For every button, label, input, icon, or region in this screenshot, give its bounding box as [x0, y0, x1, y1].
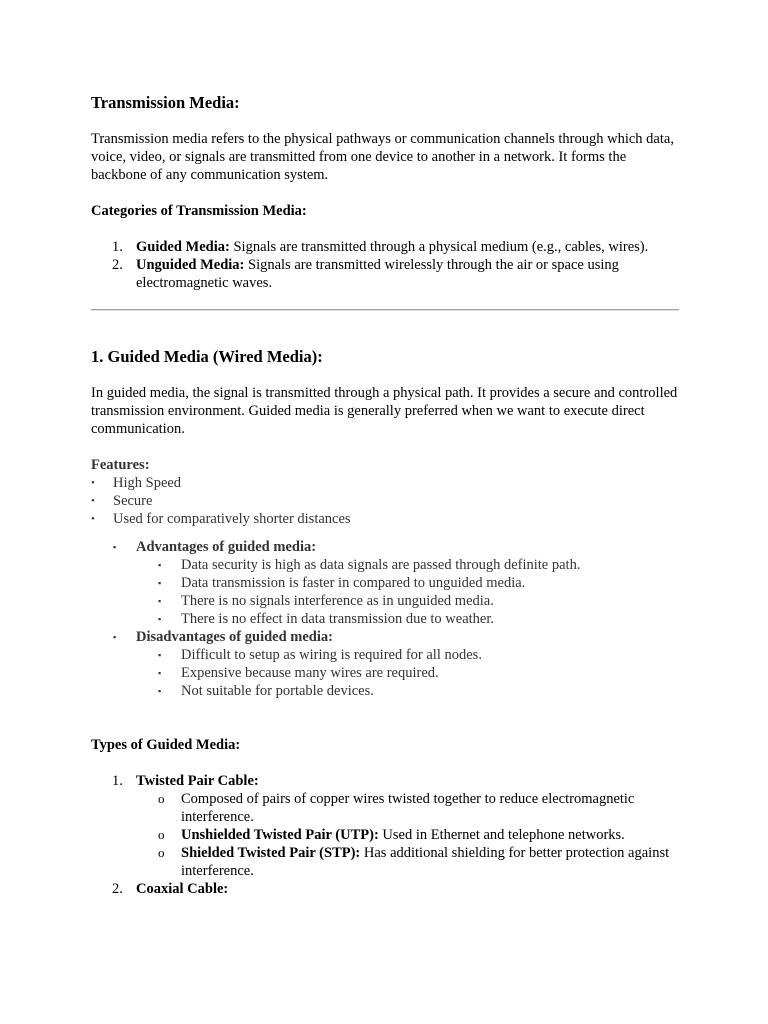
heading-categories: Categories of Transmission Media: [91, 203, 307, 219]
list-number: 2. [112, 257, 123, 273]
disadvantage-item: ▪ Difficult to setup as wiring is required for all nodes. [158, 647, 482, 663]
type-item-twisted-pair [91, 772, 681, 790]
subitem: o Composed of pairs of copper wires twisted together to reduce electromagnetic interference. [158, 791, 635, 825]
heading-guided-media: 1. Guided Media (Wired Media): [91, 347, 323, 366]
advantage-item: ▪ There is no effect in data transmission due to weather. [158, 611, 494, 627]
features-list [91, 474, 681, 528]
types-list [91, 772, 681, 898]
square-bullet-icon: ▪ [158, 614, 162, 624]
square-bullet-icon: ▪ [158, 686, 162, 696]
circle-bullet-icon: o [158, 791, 165, 806]
heading-features: Features: [91, 457, 150, 473]
paragraph-guided-intro: In guided media, the signal is transmitted through a physical path. It provides a secure and controlled transmission environment. Guided media is generally preferred when we want to execute direct communication. [91, 385, 678, 437]
advantage-item: ▪ Data security is high as data signals are passed through definite path. [158, 557, 581, 573]
desc-guided-media: Signals are transmitted through a physical medium (e.g., cables, wires). [229, 239, 649, 255]
term-guided-media: Guided Media: [136, 239, 230, 255]
advantage-item: ▪ There is no signals interference as in unguided media. [158, 593, 494, 609]
subitem: o Unshielded Twisted Pair (UTP): Used in Ethernet and telephone networks. [158, 827, 625, 843]
term-unguided-media: Unguided Media: [136, 257, 245, 273]
circle-bullet-icon: o [158, 827, 165, 842]
list-item-unguided-media [91, 256, 681, 292]
square-bullet-icon: ▪ [158, 650, 162, 660]
list-number: 1. [112, 773, 123, 789]
square-bullet-icon: ▪ [113, 632, 117, 642]
disadvantages-heading-item: ▪ Disadvantages of guided media: [113, 629, 333, 645]
circle-bullet-icon: o [158, 845, 165, 860]
list-item-guided-media [91, 238, 681, 256]
square-bullet-icon: ▪ [158, 578, 162, 588]
disadvantage-item: ▪ Not suitable for portable devices. [158, 683, 374, 699]
square-bullet-icon: ▪ [158, 668, 162, 678]
square-bullet-icon: ▪ [158, 560, 162, 570]
list-number: 2. [112, 881, 123, 897]
categories-list [91, 238, 681, 292]
document-content [91, 92, 681, 898]
heading-transmission-media: Transmission Media: [91, 93, 240, 112]
heading-types: Types of Guided Media: [91, 737, 241, 753]
advantages-heading-item: ▪ Advantages of guided media: [113, 539, 317, 555]
disadvantage-item: ▪ Expensive because many wires are required. [158, 665, 439, 681]
bullet-icon: • [91, 477, 95, 489]
bullet-icon: • [91, 513, 95, 525]
feature-item: • Secure [91, 493, 153, 509]
type-item-coaxial [91, 880, 681, 898]
bullet-icon: • [91, 495, 95, 507]
pros-cons-list [91, 538, 681, 700]
square-bullet-icon: ▪ [158, 596, 162, 606]
subitem: o Shielded Twisted Pair (STP): Has additional shielding for better protection against interference. [158, 845, 670, 879]
feature-item: • High Speed [91, 475, 182, 491]
paragraph-intro: Transmission media refers to the physical pathways or communication channels through which data, voice, video, or signals are transmitted from one device to another in a network. It forms the backbone of any communication system. [91, 131, 674, 183]
feature-item: • Used for comparatively shorter distances [91, 511, 351, 527]
label-twisted-pair: Twisted Pair Cable: [136, 773, 259, 789]
list-number: 1. [112, 239, 123, 255]
label-coaxial: Coaxial Cable: [136, 881, 229, 897]
desc-unguided-media: Signals are transmitted wirelessly through the air or space using electromagnetic waves. [136, 257, 619, 291]
square-bullet-icon: ▪ [113, 542, 117, 552]
advantage-item: ▪ Data transmission is faster in compared to unguided media. [158, 575, 526, 591]
